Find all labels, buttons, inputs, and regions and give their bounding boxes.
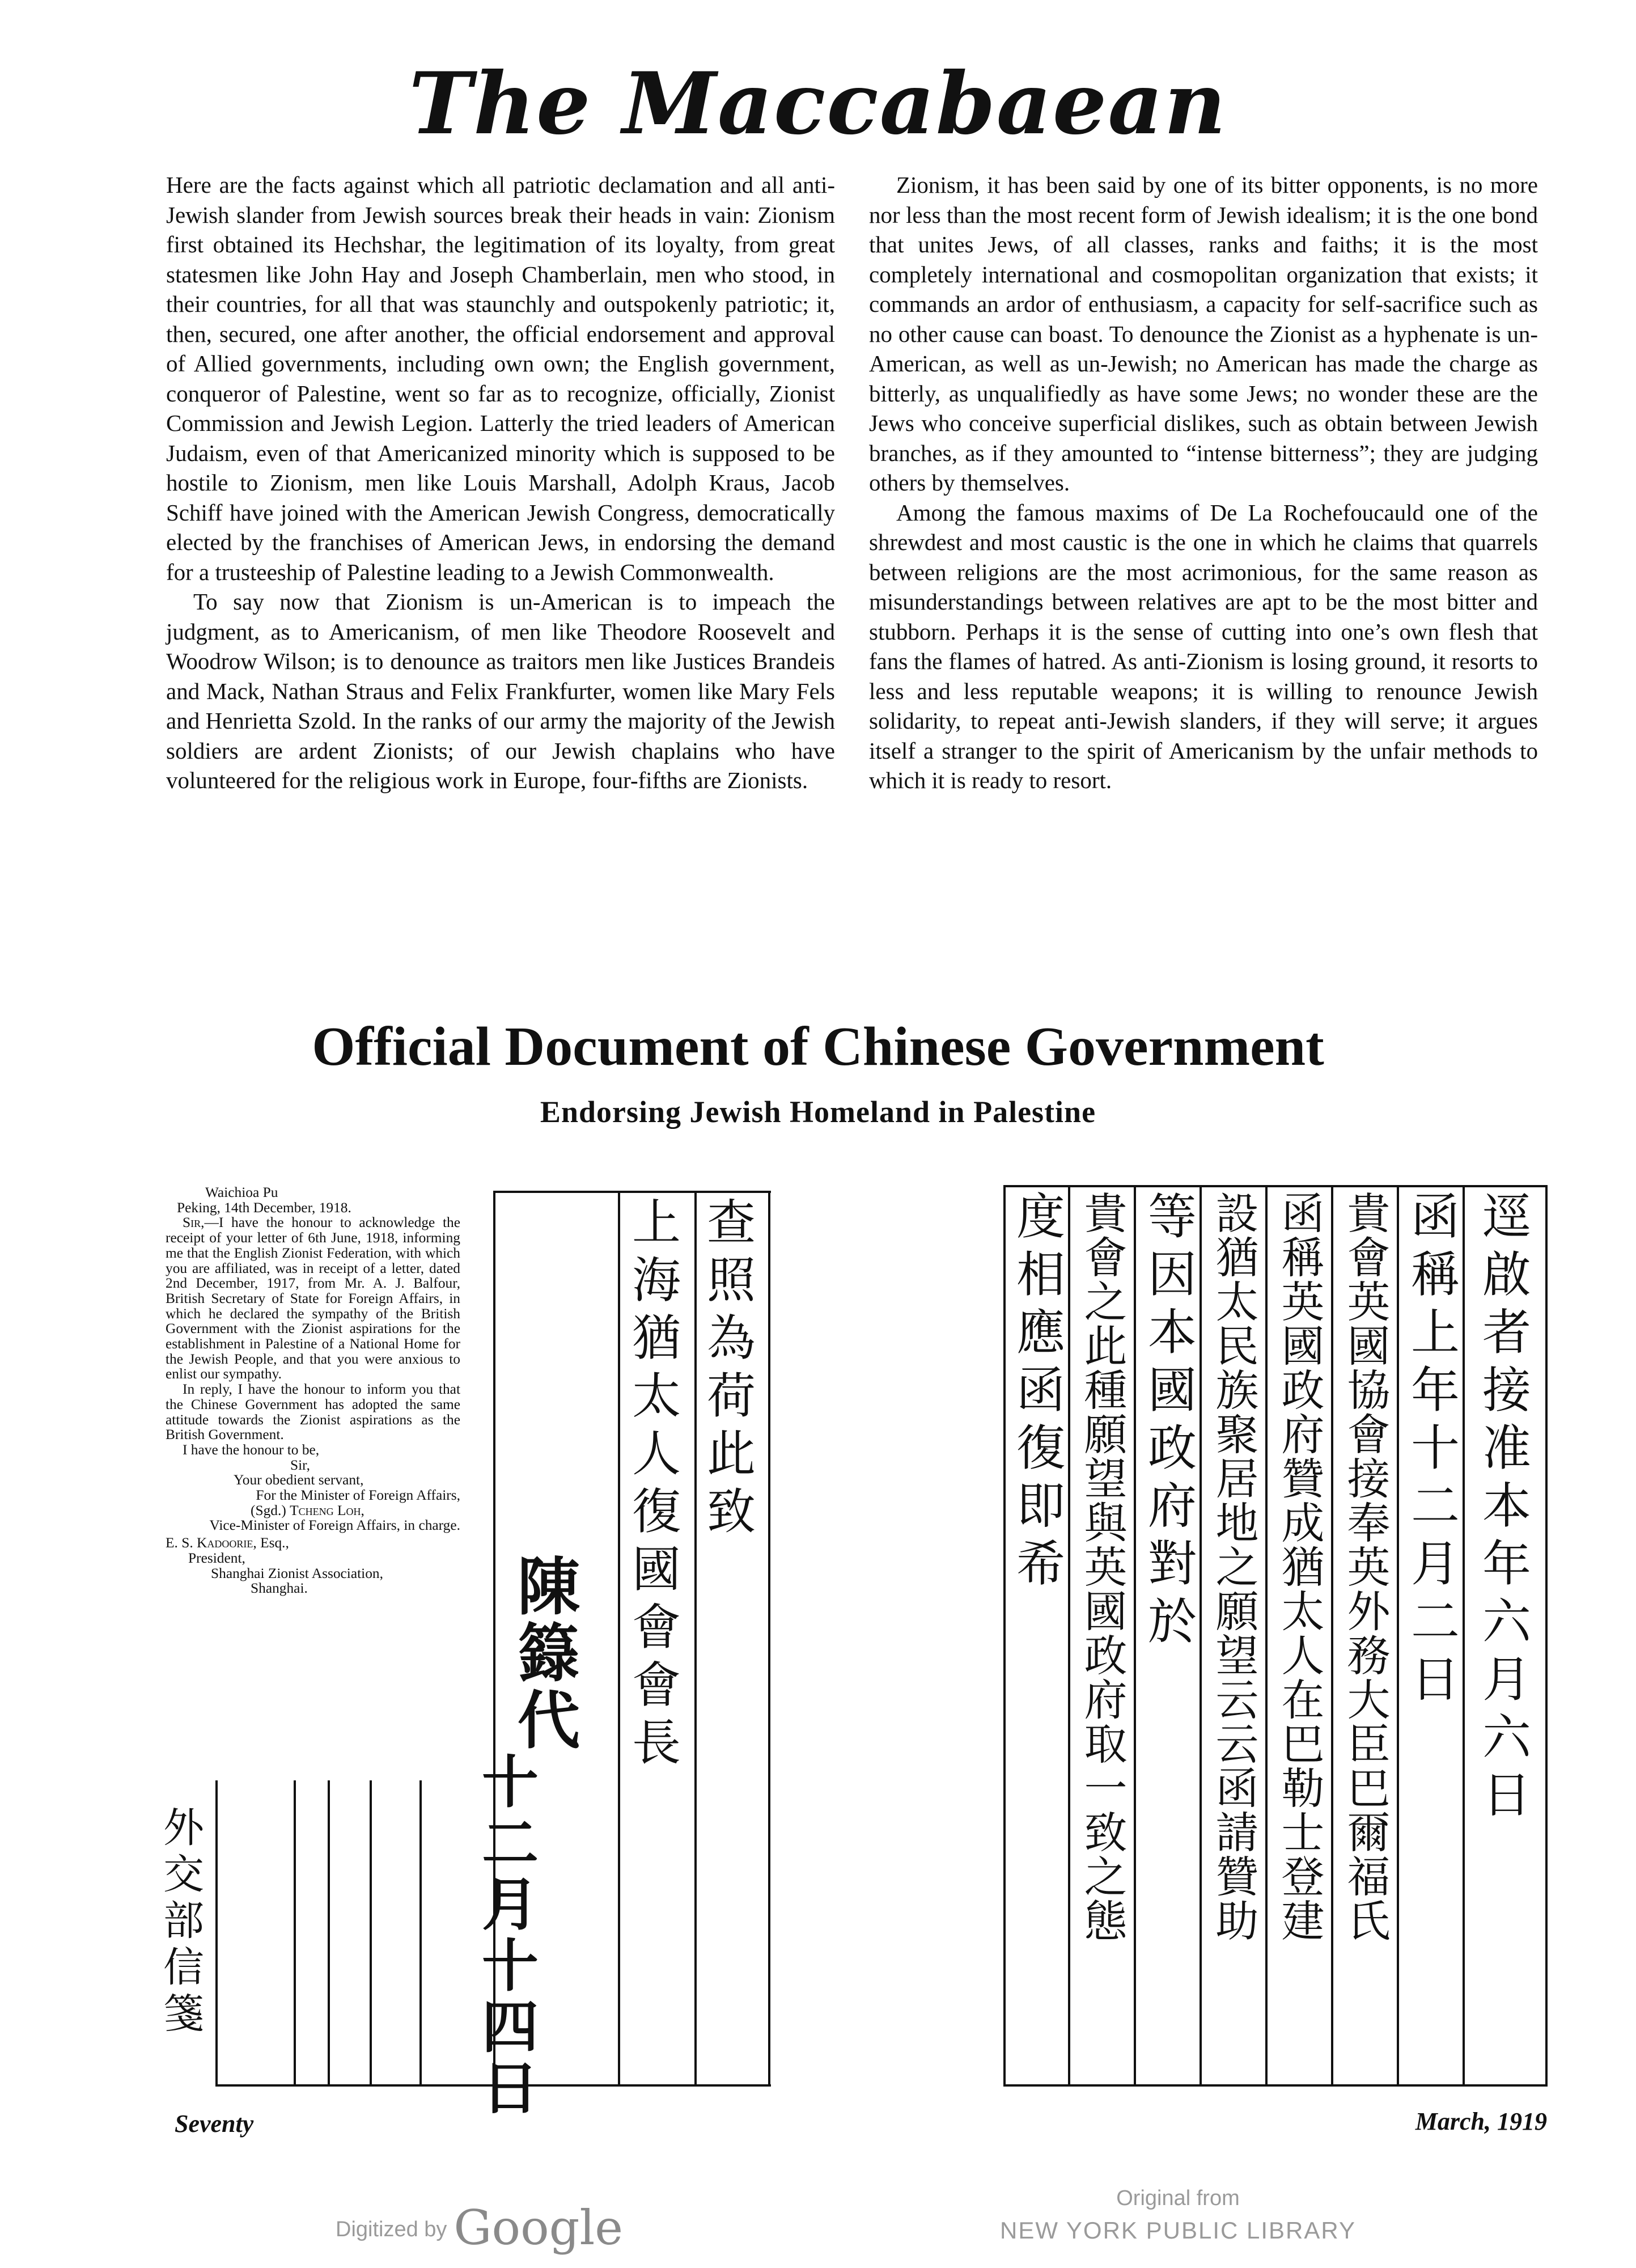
chinese-column: 設猶太民族聚居地之願望云云函請贊助 — [1209, 1191, 1259, 1943]
frame-line — [768, 1191, 770, 2087]
english-letter — [166, 1184, 464, 1597]
letter-addressee: E. S. Kadoorie, — [166, 1535, 257, 1551]
chinese-column: 上海猶太人復國會會長 — [624, 1196, 680, 1775]
signature-date: 十二月十四日 — [472, 1752, 539, 2119]
issue-date: March, 1919 — [1415, 2108, 1547, 2135]
chinese-column: 等因本國政府對於 — [1139, 1191, 1196, 1653]
chinese-column: 度相應函復即希 — [1008, 1191, 1065, 1596]
paragraph: Zionism, it has been said by one of its bitter opponents, is no more nor less than the most recent form of Jewish idealism; it is the one bond that unites Jews, of all classes, ranks and faiths; it is the most completely international and cosmopolitan organization that exists; it commands an ardor of enthusiasm, a capacity for self-sacrifice such as no other cause can boast. To denounce the Zionist as a hyphenate is un-American, as well as un-Jewish; no American has made the charge as bitterly, as unqualifiedly as have some Jews; no wonder these are the Jews who conceive superficial dislikes, such as obtain between Jewish branches, as if they amounted to “intense bitterness”; they are judging others by themselves. — [869, 172, 1538, 496]
left-text-column — [166, 170, 835, 796]
letter-salutation: Sir, — [183, 1215, 205, 1231]
frame-line — [1545, 1185, 1548, 2087]
letter-sgd: (Sgd.) — [251, 1502, 286, 1518]
paragraph: Here are the facts against which all patriotic declamation and all anti-Jewish slander from Jewish sources break their heads in vain: Zionism first obtained its Hechshar, the legitimation of its loyalty, from great statesmen like John Hay and Joseph Chamberlain, men who stood, in their countries, for all that was staunchly and outspokenly patriotic; it, then, secured, one after another, the official endorsement and approval of Allied governments, including own own; the English government, conqueror of Palestine, went so far as to recognize, officially, Zionist Commission and Jewish Legion. Latterly the tried leaders of American Judaism, even of that Americanized minority which is supposed to be hostile to Zionism, men like Louis Marshall, Adolph Kraus, Jacob Schiff have joined with the American Jewish Congress, democratically elected by the franchises of American Jews, in endorsing the demand for a trusteeship of Palestine leading to a Jewish Commonwealth. — [166, 172, 835, 585]
chinese-column: 貴會之此種願望與英國政府取一致之態 — [1077, 1191, 1128, 1943]
frame-line — [215, 1780, 218, 2087]
digitized-label: Digitized by — [336, 2218, 447, 2241]
letter-date: Peking, 14th December, 1918. — [177, 1199, 351, 1216]
frame-line — [1265, 1185, 1268, 2087]
frame-line — [328, 1780, 330, 2087]
frame-line — [1463, 1185, 1465, 2087]
frame-line — [294, 1780, 296, 2087]
frame-line — [1003, 2084, 1548, 2087]
frame-line — [370, 1780, 372, 2087]
letterhead-text: 外交部信箋 — [156, 1806, 204, 2038]
chinese-column: 逕啟者接准本年六月六日 — [1474, 1191, 1531, 1827]
article-headline: Official Document of Chinese Government — [312, 1016, 1324, 1077]
frame-line — [1003, 1185, 1006, 2087]
frame-line — [618, 1191, 620, 2087]
letter-addressee-suffix: Esq., — [260, 1535, 289, 1551]
chinese-column: 查照為荷此致 — [698, 1196, 755, 1543]
masthead-title: The Maccabaean — [409, 54, 1227, 154]
frame-line — [493, 1191, 771, 1193]
letter-closing: I have the honour to be, — [183, 1441, 320, 1458]
letter-signer: Tcheng Loh, — [290, 1502, 365, 1518]
signature-chop: 陳籙代 — [507, 1554, 580, 1754]
paragraph: Among the famous maxims of De La Rochefoucauld one of the shrewdest and most caustic is the one in which he claims that quarrels between religions are the most acrimonious, for the same reason as misunderstandings between relatives are apt to be the most bitter and stubborn. Perhaps it is the sense of cutting into one’s own flesh that fans the flames of hatred. As anti-Zionism is losing ground, it resorts to less and less reputable weapons; it is willing to renounce Jewish solidarity, to repeat anti-Jewish slanders, if they will serve; it argues itself a stranger to the spirit of Americanism by the unfair methods to which it is ready to resort. — [869, 499, 1538, 793]
frame-line — [1134, 1185, 1136, 2087]
letter-closing: Sir, — [290, 1457, 310, 1473]
digitized-watermark — [336, 2200, 623, 2256]
google-logo: Google — [453, 2200, 624, 2256]
letter-closing: For the Minister of Foreign Affairs, — [256, 1487, 460, 1504]
library-label: NEW YORK PUBLIC LIBRARY — [1000, 2217, 1356, 2244]
frame-line — [1068, 1185, 1070, 2087]
frame-line — [1397, 1185, 1399, 2087]
letter-address: President, — [188, 1550, 245, 1566]
letter-closing: Your obedient servant, — [234, 1472, 364, 1488]
letter-body: In reply, I have the honour to inform you that the Chinese Government has adopted the same attitude towards the Zionist aspirations as the British Government. — [166, 1381, 464, 1443]
right-text-column — [869, 170, 1538, 796]
frame-line — [694, 1191, 697, 2087]
chinese-column: 函稱上年十二月二日 — [1402, 1191, 1459, 1711]
original-from-label: Original from — [1116, 2186, 1240, 2210]
letter-office: Waichioa Pu — [205, 1184, 278, 1200]
frame-line — [1003, 1185, 1548, 1187]
article-subheadline: Endorsing Jewish Homeland in Palestine — [540, 1095, 1096, 1129]
letter-address: Shanghai Zionist Association, — [211, 1565, 383, 1581]
chinese-column: 貴會英國協會接奉英外務大臣巴爾福氏 — [1340, 1191, 1391, 1943]
letter-body: —I have the honour to acknowledge the receipt of your letter of 6th June, 1918, informing me that the English Zionist Federation, with which you are affiliated, was in receipt of a letter, dated 2nd December, 1917, from Mr. A. J. Balfour, British Secretary of State for Foreign Affairs, in which he declared the sympathy of the British Government with the Zionist aspirations for the establishment in Palestine of a National Home for the Jewish People, and that you were anxious to enlist our sympathy. — [166, 1215, 464, 1382]
chinese-column: 函稱英國政府贊成猶太人在巴勒士登建 — [1274, 1191, 1325, 1943]
frame-line — [419, 1780, 422, 2087]
frame-line — [1331, 1185, 1333, 2087]
page-number: Seventy — [175, 2110, 254, 2138]
letter-signer-title: Vice-Minister of Foreign Affairs, in charge. — [209, 1517, 460, 1534]
frame-line — [1200, 1185, 1202, 2087]
letter-address: Shanghai. — [251, 1580, 308, 1597]
paragraph: To say now that Zionism is un-American is to impeach the judgment, as to Americanism, of men like Theodore Roosevelt and Woodrow Wilson; is to denounce as traitors men like Justices Brandeis and Mack, Nathan Straus and Felix Frankfurter, women like Mary Fels and Henrietta Szold. In the ranks of our army the majority of the Jewish soldiers are ardent Zionists; of our Jewish chaplains who have volunteered for the religious work in Europe, four-fifths are Zionists. — [166, 589, 835, 793]
